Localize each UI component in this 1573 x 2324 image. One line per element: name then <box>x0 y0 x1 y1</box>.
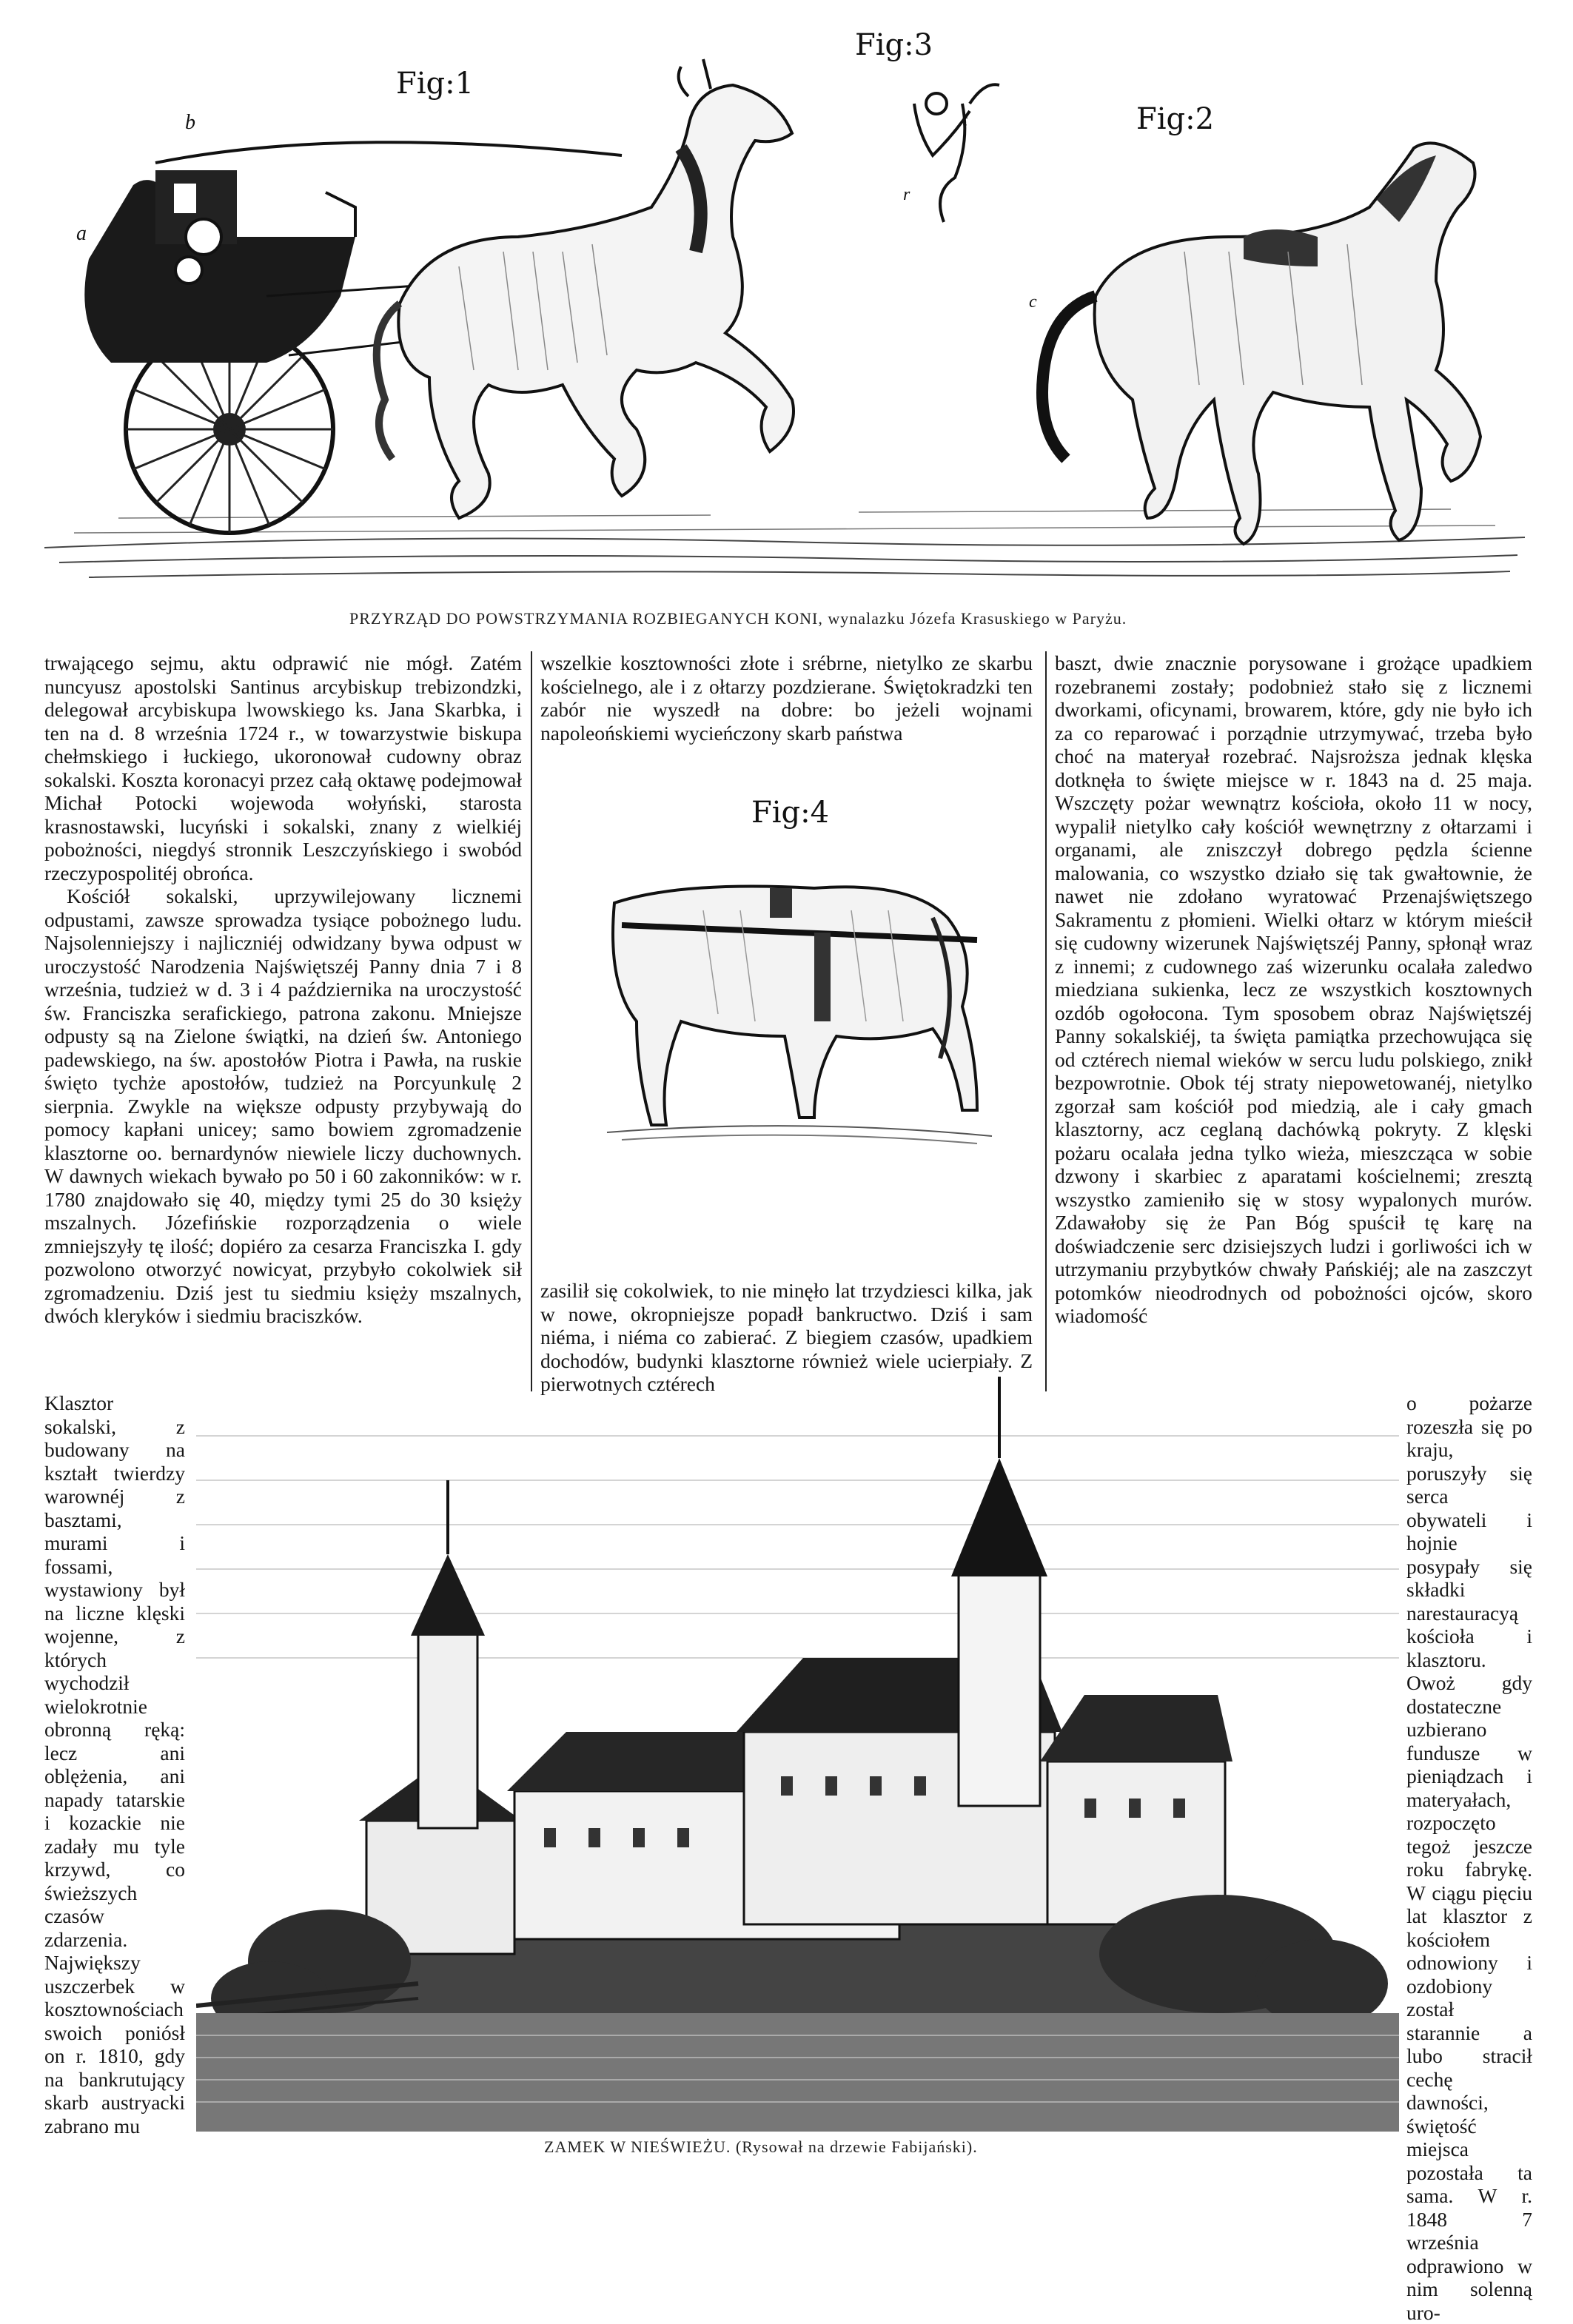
fig3-device-drawing <box>914 84 999 222</box>
fig3-label: Fig:3 <box>855 28 933 62</box>
label-r: r <box>903 185 910 204</box>
label-b: b <box>185 111 195 134</box>
castle-illustration <box>196 1347 1399 2132</box>
column-rule-right <box>1045 651 1047 1391</box>
fig4-horse-illustration <box>592 836 1007 1147</box>
right-column: baszt, dwie znacznie porysowane i grożące upadkiem rozebranemi zostały; podobnież stało się z licznemi dworkami, oficynami, browarem, które, gdy nie było ich za co reparować i porządnie utrzymywać, trzeba było choć na materyał rozebrać. Najsroższa jednak klęska dotknęła to święte miejsce w r. 1843 na d. 25 maja. Wszczęty pożar wewnątrz kościoła, około 11 w nocy, wypalił nietylko cały kościół wewnętrzny z ołtarzami i organami, ale zniszczył dobrego pędzla ścienne malowania, co wszystko działo się tak gwałtownie, że nawet nie zdołano wyratować Przenajświętszego Sakramentu z płomieni. Wielki ołtarz w którym mieścił się cudowny wizerunek Najświętszéj Panny, spłonął wraz z innemi; z cudownego zaś wizerunku ocalała zaledwo miedziana sukienka, lecz ze wszystkich kosztownych ozdób ogołocona. Tym sposobem obraz Najświętszéj Panny sokalskiéj, ta święta pamiątka przechowująca się od cztérech niemal wieków w sercu ludu polskiego, znikł bezpowrotnie. Obok téj straty niepowetowanéj, nietylko zgorzał sam kościół pod miedzią, ale i cały gmach klasztorny, acz ceglaną dachówką pokryty. Z klęski pożaru ocalała jedna tylko wieża, mieszcząca w sobie dzwony i skarbiec z aparatami kościelnemi; zresztą wszystko zamieniło się w stosy wypalonych murów. Zdawałoby się że Pan Bóg spuścił tę karę na doświadczenie serc dzisiejszych ludzi i gorliwości ich w utrzymaniu przybytków chwały Pańskiéj; ale na zaszczyt potomków nieodrodnych od pobożności ojców, skoro wiadomość <box>1055 651 1532 1327</box>
top-illustration <box>44 15 1532 592</box>
middle-column-bottom: zasilił się cokolwiek, to nie minęło lat trzydziesci kilka, jak w nowe, okropniejsze popadł bankructwo. Dziś i sam niéma, i niéma co zabierać. Z biegiem czasów, upadkiem dochodów, budynki klasztorne również wiele ucierpiały. Z pierwotnych cztérech <box>540 1279 1033 1395</box>
column-rule-left <box>531 651 532 1391</box>
fig4-label: Fig:4 <box>751 796 830 830</box>
label-c: c <box>1029 292 1037 312</box>
galloping-horse-drawing <box>377 59 794 518</box>
left-paragraph-2: Kościół sokalski, uprzywilejowany licznemi odpustami, zawsze sprowadza tysiące pobożnego ludu. Najsolenniejszy i najliczniéj odwidzany bywa odpust w uroczystość Narodzenia Najświętszéj Panny dnia 7 i 8 września, tudzież w d. 3 i 4 października na uroczystość św. Franciszka serafickiego, patrona zakonu. Mniejsze odpusty są na Zielone świątki, na dzień św. Antoniego padewskiego, na św. apostołów Piotra i Pawła, na ruskie święto tychże apostołów, tudzież na Porcyunkulę 2 sierpnia. Zwykle na większe odpusty przybywają do pomocy kapłani unicey; samo bowiem zgromadzenie klasztorne oo. bernardynów niewiele liczy duchownych. W dawnych wiekach bywało po 50 i 60 zakonników: w r. 1780 znajdowało się 40, między tymi 25 do 30 księży mszalnych. Józefińskie rozporządzenia o wiele zmniejszyły tę ilość; dopiéro za cesarza Franciszka I. gdy pozwolono otworzyć nowicyat, przybyło cokolwiek sił zgromadzeniu. Dziś jest tu siedmiu księży mszalnych, dwóch kleryków i siedmiu braciszków. <box>44 884 522 1327</box>
left-column <box>44 651 522 1328</box>
fig2-label: Fig:2 <box>1136 102 1215 136</box>
left-paragraph-1: trwającego sejmu, aktu odprawić nie mógł. Zatém nuncyusz apostolski Santinus arcybiskup trebizondzki, delegował arcybiskupa lwowskiego ks. Jana Skarbka, i ten na d. 8 września 1724 r., w towarzystwie biskupa chełmskiego i łuckiego, ukoronował cudowny obraz sokalski. Koszta koronacyi przez całą oktawę podejmował Michał Potocki wojewoda wołyński, starosta krasnostawski, lucyński i sokalski, znany z wielkiéj pobożności, niegdyś stronnik Leszczyńskiego i swobód rzeczypospolitéj obrońca. <box>44 651 522 884</box>
middle-column-top: wszelkie kosztowności złote i srébrne, nietylko ze skarbu kościelnego, ale i z ołtarzy pozdzierane. Świętokradzki ten zabór nie wyszedł na dobre: bo jeżeli wojnami napoleońskiemi wycieńczony skarb państwa <box>540 651 1033 745</box>
standing-horse-drawing <box>1042 143 1480 544</box>
right-narrow-column: o pożarze rozeszła się po kraju, poruszyły się serca obywateli i hojnie posypały się składki narestauracyą kościoła i klasztoru. Owoż gdy dostateczne uzbierano fundusze w pieniądzach i materyałach, rozpoczęto tegoż jeszcze roku fabrykę. W ciągu pięciu lat klasztor z kościołem odnowiony i ozdobiony został starannie a lubo stracił cechę dawności, świętość miejsca pozostała ta sama. W r. 1848 7 września odprawiono w nim solenną uro- <box>1406 1391 1532 2324</box>
label-t: t <box>962 111 967 130</box>
label-a: a <box>76 222 87 245</box>
bottom-caption: ZAMEK W NIEŚWIEŻU. (Rysował na drzewie Fabijański). <box>544 2137 978 2156</box>
fig1-label: Fig:1 <box>396 67 474 101</box>
top-caption: PRZYRZĄD DO POWSTRZYMANIA ROZBIEGANYCH KONI, wynalazku Józefa Krasuskiego w Paryżu. <box>349 609 1127 628</box>
left-narrow-column: Klasztor sokalski, z budowany na kształt twierdzy warownéj z basztami, murami i fossami, wystawiony był na liczne klęski wojenne, z których wychodził wielokrotnie obronną ręką: lecz ani oblężenia, ani napady tatarskie i kozackie nie zadały mu tyle krzywd, co świeższych czasów zdarzenia. Największy uszczerbek w kosztownościach swoich poniósł on r. 1810, gdy na bankrutujący skarb austryacki zabrano mu <box>44 1391 185 2137</box>
